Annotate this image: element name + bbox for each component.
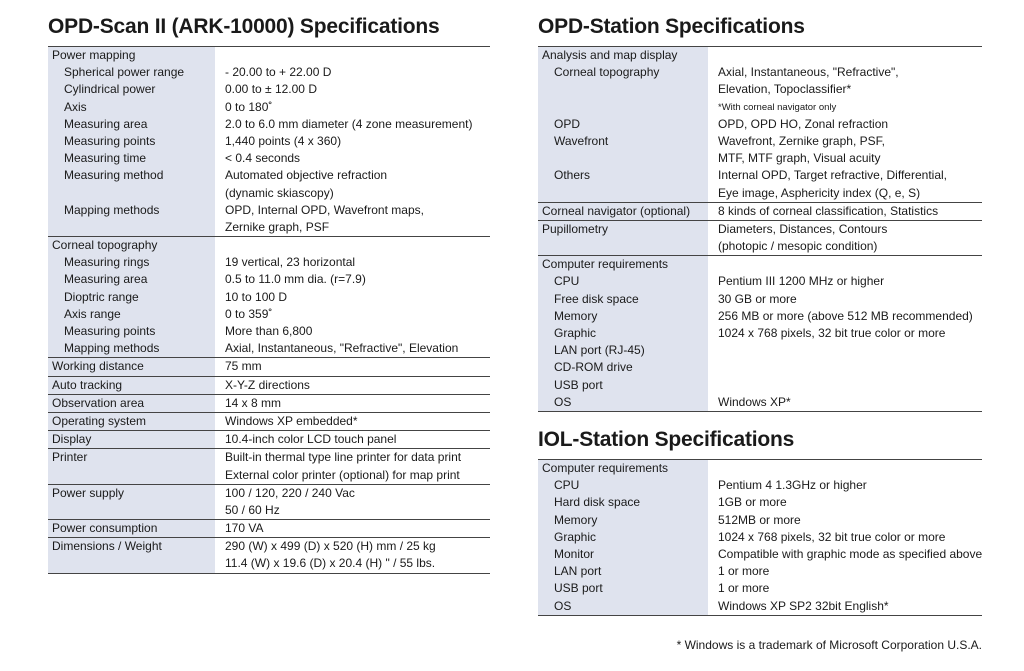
spec-row [48,431,490,448]
spec-label: Measuring rings [48,254,215,271]
spec-row [48,449,490,466]
spec-value: 170 VA [225,521,264,536]
spec-label: CPU [538,273,708,290]
spec-label [538,150,708,167]
spec-label: Hard disk space [538,494,708,511]
spec-value: Axial, Instantaneous, "Refractive", Elevation [225,341,459,356]
spec-label: Power mapping [48,47,215,64]
spec-label: CD-ROM drive [538,359,708,376]
spec-value: Windows XP* [718,394,791,409]
spec-label: Memory [538,308,708,325]
trademark-footnote: * Windows is a trademark of Microsoft Corporation U.S.A. [676,638,982,652]
spec-row [538,359,982,376]
spec-row [538,99,982,116]
spec-row [48,202,490,219]
spec-row [48,555,490,572]
spec-value: 1GB or more [718,495,787,510]
spec-value: - 20.00 to + 22.00 D [225,65,332,80]
spec-group [538,47,982,203]
spec-label: Measuring points [48,133,215,150]
spec-label [538,185,708,202]
spec-value [708,256,982,273]
spec-row [48,99,490,116]
spec-label: LAN port [538,563,708,580]
spec-row [48,254,490,271]
spec-label: Corneal navigator (optional) [538,203,708,220]
spec-value: Zernike graph, PSF [225,219,330,234]
spec-label: Dioptric range [48,289,215,306]
spec-label: Dimensions / Weight [48,538,215,555]
spec-value: 0.00 to ± 12.00 D [225,82,317,97]
spec-value: 11.4 (W) x 19.6 (D) x 20.4 (H) " / 55 lbs. [225,556,436,571]
spec-value: Automated objective refraction [225,168,388,183]
spec-value: 1,440 points (4 x 360) [225,133,342,148]
spec-row [48,467,490,484]
spec-value: 100 / 120, 220 / 240 Vac [225,485,355,500]
spec-value: 30 GB or more [718,291,797,306]
spec-group [48,485,490,520]
spec-value: OPD, Internal OPD, Wavefront maps, [225,202,424,217]
spec-row [538,494,982,511]
spec-row [48,377,490,394]
spec-row [538,546,982,563]
opd-station-specs-section [538,14,982,412]
spec-label: Measuring area [48,271,215,288]
spec-label: Printer [48,449,215,466]
spec-label: Analysis and map display [538,47,708,64]
spec-label: Display [48,431,215,448]
spec-table [48,47,490,574]
spec-label: Pupillometry [538,221,708,238]
spec-value: Wavefront, Zernike graph, PSF, [718,133,885,148]
spec-label: Corneal topography [538,64,708,81]
spec-value: 256 MB or more (above 512 MB recommended) [718,308,973,323]
spec-value: 10.4-inch color LCD touch panel [225,432,397,447]
spec-value: 1 or more [718,564,770,579]
spec-row [48,150,490,167]
spec-label: Power supply [48,485,215,502]
spec-label: Axis [48,99,215,116]
spec-table [538,460,982,616]
spec-row [538,394,982,411]
spec-group [538,460,982,616]
spec-label: Mapping methods [48,340,215,357]
spec-value: 1 or more [718,581,770,596]
spec-row [538,116,982,133]
spec-group [48,449,490,484]
spec-row [538,325,982,342]
spec-value: Elevation, Topoclassifier* [718,82,852,97]
spec-value: < 0.4 seconds [225,151,301,166]
spec-label: Measuring method [48,167,215,184]
spec-row [48,237,490,254]
spec-row [538,238,982,255]
spec-row [48,47,490,64]
spec-value: 19 vertical, 23 horizontal [225,255,356,270]
spec-label [48,219,215,236]
spec-value [708,377,982,394]
spec-group [538,221,982,256]
spec-label: Graphic [538,325,708,342]
spec-row [48,116,490,133]
spec-label: USB port [538,580,708,597]
spec-value: 512MB or more [718,512,801,527]
spec-row [48,133,490,150]
spec-value: X-Y-Z directions [225,377,310,392]
spec-value: 290 (W) x 499 (D) x 520 (H) mm / 25 kg [225,539,436,554]
spec-value [215,47,490,64]
section-title: IOL-Station Specifications [538,427,982,460]
spec-row [538,291,982,308]
spec-row [48,323,490,340]
spec-row [48,219,490,236]
spec-group [48,358,490,376]
spec-row [538,81,982,98]
spec-row [538,167,982,184]
spec-label [48,185,215,202]
spec-label [538,238,708,255]
spec-label: Graphic [538,529,708,546]
spec-label: Monitor [538,546,708,563]
spec-row [48,520,490,537]
spec-value: More than 6,800 [225,324,313,338]
spec-label: Mapping methods [48,202,215,219]
spec-row [538,563,982,580]
spec-row [48,167,490,184]
spec-row [48,358,490,375]
spec-row [48,185,490,202]
spec-label: LAN port (RJ-45) [538,342,708,359]
spec-value: External color printer (optional) for map print [225,467,460,482]
spec-group [48,520,490,538]
spec-row [538,273,982,290]
spec-row [538,133,982,150]
spec-row [538,580,982,597]
spec-row [538,308,982,325]
spec-row [538,598,982,615]
spec-value: Pentium 4 1.3GHz or higher [718,478,867,493]
spec-value: (dynamic skiascopy) [225,185,334,200]
spec-row [48,502,490,519]
spec-row [48,306,490,323]
spec-value [215,237,490,254]
spec-label: CPU [538,477,708,494]
spec-label: Computer requirements [538,460,708,477]
opd-scan-specs-section [48,14,490,574]
spec-row [538,477,982,494]
spec-label: Auto tracking [48,377,215,394]
spec-row [48,340,490,357]
spec-label: Corneal topography [48,237,215,254]
spec-value: 8 kinds of corneal classification, Statistics [718,203,939,218]
spec-label [48,502,215,519]
spec-value: Diameters, Distances, Contours [718,221,888,236]
spec-value: 0.5 to 11.0 mm dia. (r=7.9) [225,272,366,287]
spec-group [48,431,490,449]
spec-label [538,81,708,98]
spec-value: 14 x 8 mm [225,395,282,410]
spec-group [48,395,490,413]
spec-table [538,47,982,412]
spec-label: USB port [538,377,708,394]
spec-value: Windows XP embedded* [225,413,358,428]
spec-label: Computer requirements [538,256,708,273]
spec-label [538,99,708,116]
spec-value: Eye image, Asphericity index (Q, e, S) [718,185,921,200]
spec-row [538,377,982,394]
spec-label: Observation area [48,395,215,412]
spec-row [538,221,982,238]
spec-value: (photopic / mesopic condition) [718,239,878,254]
spec-row [538,64,982,81]
spec-row [538,150,982,167]
spec-value: Windows XP SP2 32bit English* [718,598,889,613]
spec-row [538,529,982,546]
spec-value: MTF, MTF graph, Visual acuity [718,151,881,166]
spec-group [538,256,982,412]
spec-row [48,485,490,502]
spec-row [538,185,982,202]
section-title: OPD-Scan II (ARK-10000) Specifications [48,14,490,47]
spec-label: Measuring points [48,323,215,340]
spec-row [48,289,490,306]
spec-value: 50 / 60 Hz [225,502,280,517]
spec-group [48,538,490,573]
spec-value: Internal OPD, Target refractive, Differential, [718,168,947,183]
spec-value: *With corneal navigator only [718,101,837,113]
iol-station-specs-section [538,427,982,616]
spec-label [48,467,215,484]
spec-row [538,203,982,220]
spec-group [48,237,490,358]
spec-row [538,256,982,273]
spec-value: 2.0 to 6.0 mm diameter (4 zone measurement) [225,116,473,131]
spec-group [48,47,490,237]
spec-label: Memory [538,512,708,529]
spec-value [708,47,982,64]
spec-label: Axis range [48,306,215,323]
spec-row [538,342,982,359]
spec-label: Measuring area [48,116,215,133]
spec-group [48,377,490,395]
spec-label: OPD [538,116,708,133]
spec-label: Power consumption [48,520,215,537]
spec-group [48,413,490,431]
spec-label: Others [538,167,708,184]
spec-value [708,342,982,359]
spec-value: Built-in thermal type line printer for data print [225,450,462,465]
spec-row [538,47,982,64]
spec-value: 1024 x 768 pixels, 32 bit true color or more [718,529,946,544]
spec-row [48,64,490,81]
spec-label: Measuring time [48,150,215,167]
spec-value: 1024 x 768 pixels, 32 bit true color or more [718,326,946,340]
spec-label [48,555,215,572]
spec-value: 10 to 100 D [225,289,288,304]
spec-row [538,460,982,477]
spec-label: Spherical power range [48,64,215,81]
spec-value: Axial, Instantaneous, "Refractive", [718,65,899,80]
spec-row [48,538,490,555]
spec-value: 0 to 180˚ [225,99,273,114]
spec-label: Operating system [48,413,215,430]
spec-value: Compatible with graphic mode as specified above [718,546,982,561]
spec-value [708,359,982,376]
section-title: OPD-Station Specifications [538,14,982,47]
spec-row [48,81,490,98]
spec-value: 0 to 359˚ [225,306,273,321]
spec-row [48,395,490,412]
spec-label: Wavefront [538,133,708,150]
spec-label: Working distance [48,358,215,375]
spec-row [48,413,490,430]
spec-group [538,203,982,221]
spec-value: OPD, OPD HO, Zonal refraction [718,116,889,131]
spec-label: OS [538,394,708,411]
spec-value [708,460,982,477]
spec-value: Pentium III 1200 MHz or higher [718,274,885,289]
spec-label: OS [538,598,708,615]
spec-row [538,512,982,529]
spec-value: 75 mm [225,359,262,374]
spec-label: Cylindrical power [48,81,215,98]
spec-row [48,271,490,288]
spec-label: Free disk space [538,291,708,308]
